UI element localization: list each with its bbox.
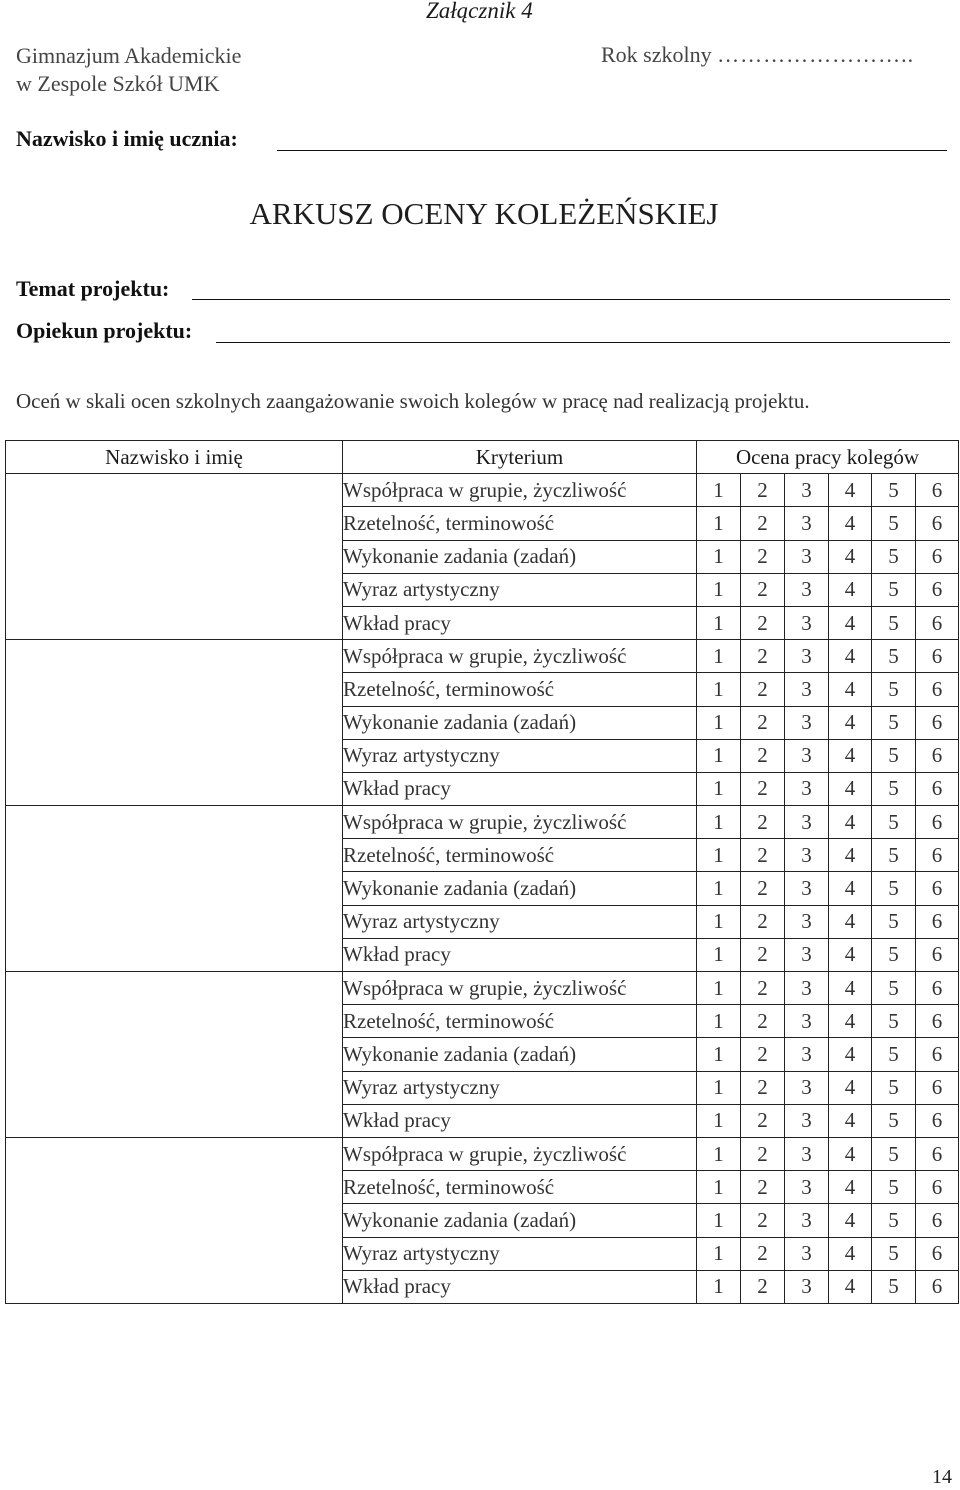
score-option[interactable]: 2 (741, 1071, 785, 1104)
score-option[interactable]: 6 (916, 872, 959, 905)
page-title: ARKUSZ OCENY KOLEŻEŃSKIEJ (249, 196, 719, 231)
score-option[interactable]: 5 (872, 540, 916, 573)
score-option[interactable]: 5 (872, 507, 916, 540)
score-option[interactable]: 5 (872, 772, 916, 805)
score-option[interactable]: 3 (785, 872, 829, 905)
criterion-cell: Wykonanie zadania (zadań) (343, 706, 697, 739)
score-option[interactable]: 2 (741, 772, 785, 805)
score-option[interactable]: 1 (697, 1204, 741, 1237)
score-option[interactable]: 6 (916, 507, 959, 540)
score-option[interactable]: 2 (741, 1171, 785, 1204)
score-option[interactable]: 5 (872, 1038, 916, 1071)
score-option[interactable]: 4 (829, 706, 872, 739)
score-option[interactable]: 3 (785, 673, 829, 706)
score-option[interactable]: 4 (829, 972, 872, 1005)
instruction-text: Oceń w skali ocen szkolnych zaangażowanie swoich kolegów w pracę nad realizacją projektu. (16, 389, 810, 413)
score-option[interactable]: 3 (785, 540, 829, 573)
score-option[interactable]: 3 (785, 1237, 829, 1270)
student-name-cell[interactable] (6, 1137, 343, 1303)
score-option[interactable]: 1 (697, 1038, 741, 1071)
score-option[interactable]: 4 (829, 1171, 872, 1204)
project-topic-label: Temat projektu: (16, 276, 170, 301)
score-option[interactable]: 6 (916, 938, 959, 971)
score-option[interactable]: 1 (697, 806, 741, 839)
score-option[interactable]: 5 (872, 1071, 916, 1104)
score-option[interactable]: 1 (697, 640, 741, 673)
score-option[interactable]: 3 (785, 1137, 829, 1170)
score-option[interactable]: 5 (872, 673, 916, 706)
score-option[interactable]: 6 (916, 673, 959, 706)
student-name-cell[interactable] (6, 806, 343, 972)
score-option[interactable]: 1 (697, 673, 741, 706)
header-criterion: Kryterium (343, 441, 697, 474)
score-option[interactable]: 4 (829, 1005, 872, 1038)
score-option[interactable]: 4 (829, 640, 872, 673)
score-option[interactable]: 4 (829, 1270, 872, 1303)
score-option[interactable]: 2 (741, 905, 785, 938)
score-option[interactable]: 2 (741, 872, 785, 905)
score-option[interactable]: 5 (872, 839, 916, 872)
criterion-cell: Wkład pracy (343, 772, 697, 805)
score-option[interactable]: 3 (785, 1038, 829, 1071)
score-option[interactable]: 6 (916, 1137, 959, 1170)
student-name-cell[interactable] (6, 972, 343, 1138)
student-name-field[interactable] (277, 150, 947, 151)
score-option[interactable]: 5 (872, 1270, 916, 1303)
table-row (6, 1137, 959, 1170)
score-option[interactable]: 5 (872, 872, 916, 905)
criterion-cell: Współpraca w grupie, życzliwość (343, 806, 697, 839)
score-option[interactable]: 6 (916, 772, 959, 805)
score-option[interactable]: 5 (872, 739, 916, 772)
score-option[interactable]: 1 (697, 1270, 741, 1303)
score-option[interactable]: 6 (916, 1270, 959, 1303)
score-option[interactable]: 5 (872, 1237, 916, 1270)
criterion-cell: Rzetelność, terminowość (343, 507, 697, 540)
criterion-cell: Współpraca w grupie, życzliwość (343, 474, 697, 507)
score-option[interactable]: 6 (916, 1038, 959, 1071)
criterion-cell: Wyraz artystyczny (343, 1071, 697, 1104)
score-option[interactable]: 1 (697, 540, 741, 573)
score-option[interactable]: 2 (741, 1038, 785, 1071)
school-year-label: Rok szkolny (601, 42, 712, 67)
score-option[interactable]: 2 (741, 1005, 785, 1038)
score-option[interactable]: 4 (829, 872, 872, 905)
score-option[interactable]: 1 (697, 706, 741, 739)
score-option[interactable]: 2 (741, 1204, 785, 1237)
criterion-cell: Wkład pracy (343, 606, 697, 639)
score-option[interactable]: 5 (872, 573, 916, 606)
score-option[interactable]: 3 (785, 706, 829, 739)
score-option[interactable]: 6 (916, 1005, 959, 1038)
score-option[interactable]: 1 (697, 772, 741, 805)
score-option[interactable]: 4 (829, 673, 872, 706)
score-option[interactable]: 2 (741, 540, 785, 573)
score-option[interactable]: 1 (697, 1171, 741, 1204)
score-option[interactable]: 1 (697, 1237, 741, 1270)
criterion-cell: Rzetelność, terminowość (343, 673, 697, 706)
score-option[interactable]: 5 (872, 640, 916, 673)
score-option[interactable]: 6 (916, 972, 959, 1005)
score-option[interactable]: 2 (741, 507, 785, 540)
score-option[interactable]: 5 (872, 806, 916, 839)
score-option[interactable]: 3 (785, 474, 829, 507)
score-option[interactable]: 1 (697, 1005, 741, 1038)
criterion-cell: Wkład pracy (343, 1270, 697, 1303)
score-option[interactable]: 3 (785, 905, 829, 938)
score-option[interactable]: 3 (785, 606, 829, 639)
score-option[interactable]: 2 (741, 1237, 785, 1270)
school-name-line2: w Zespole Szkół UMK (16, 71, 220, 96)
score-option[interactable]: 5 (872, 1005, 916, 1038)
score-option[interactable]: 5 (872, 1204, 916, 1237)
score-option[interactable]: 4 (829, 540, 872, 573)
table-row (6, 474, 959, 507)
student-name-cell[interactable] (6, 640, 343, 806)
score-option[interactable]: 4 (829, 507, 872, 540)
score-option[interactable]: 6 (916, 640, 959, 673)
annex-label: Załącznik 4 (426, 0, 533, 23)
score-option[interactable]: 2 (741, 606, 785, 639)
score-option[interactable]: 6 (916, 1237, 959, 1270)
score-option[interactable]: 6 (916, 839, 959, 872)
score-option[interactable]: 4 (829, 839, 872, 872)
score-option[interactable]: 4 (829, 1038, 872, 1071)
score-option[interactable]: 3 (785, 1171, 829, 1204)
score-option[interactable]: 5 (872, 905, 916, 938)
score-option[interactable]: 2 (741, 1104, 785, 1137)
score-option[interactable]: 6 (916, 1104, 959, 1137)
criterion-cell: Współpraca w grupie, życzliwość (343, 640, 697, 673)
score-option[interactable]: 6 (916, 573, 959, 606)
score-option[interactable]: 3 (785, 1071, 829, 1104)
score-option[interactable]: 1 (697, 1071, 741, 1104)
score-option[interactable]: 1 (697, 507, 741, 540)
score-option[interactable]: 4 (829, 1137, 872, 1170)
score-option[interactable]: 3 (785, 1005, 829, 1038)
score-option[interactable]: 3 (785, 839, 829, 872)
project-supervisor-label: Opiekun projektu: (16, 318, 193, 343)
criterion-cell: Wykonanie zadania (zadań) (343, 540, 697, 573)
score-option[interactable]: 3 (785, 1104, 829, 1137)
score-option[interactable]: 5 (872, 474, 916, 507)
criterion-cell: Rzetelność, terminowość (343, 1171, 697, 1204)
score-option[interactable]: 2 (741, 474, 785, 507)
score-option[interactable]: 4 (829, 1071, 872, 1104)
score-option[interactable]: 3 (785, 972, 829, 1005)
score-option[interactable]: 3 (785, 938, 829, 971)
header-rating: Ocena pracy kolegów (697, 441, 959, 474)
score-option[interactable]: 2 (741, 1137, 785, 1170)
score-option[interactable]: 2 (741, 739, 785, 772)
score-option[interactable]: 4 (829, 806, 872, 839)
score-option[interactable]: 5 (872, 972, 916, 1005)
score-option[interactable]: 2 (741, 1270, 785, 1303)
table-row (6, 640, 959, 673)
criterion-cell: Wyraz artystyczny (343, 1237, 697, 1270)
score-option[interactable]: 6 (916, 806, 959, 839)
score-option[interactable]: 4 (829, 474, 872, 507)
criterion-cell: Wyraz artystyczny (343, 573, 697, 606)
criterion-cell: Rzetelność, terminowość (343, 839, 697, 872)
page-number: 14 (932, 1466, 952, 1488)
score-option[interactable]: 2 (741, 673, 785, 706)
score-option[interactable]: 4 (829, 905, 872, 938)
score-option[interactable]: 4 (829, 938, 872, 971)
header-name: Nazwisko i imię (6, 441, 343, 474)
criterion-cell: Wykonanie zadania (zadań) (343, 872, 697, 905)
score-option[interactable]: 1 (697, 1137, 741, 1170)
score-option[interactable]: 5 (872, 606, 916, 639)
score-option[interactable]: 1 (697, 573, 741, 606)
score-option[interactable]: 5 (872, 1171, 916, 1204)
score-option[interactable]: 6 (916, 474, 959, 507)
table-row (6, 806, 959, 839)
score-option[interactable]: 5 (872, 1104, 916, 1137)
student-name-cell[interactable] (6, 474, 343, 640)
score-option[interactable]: 3 (785, 806, 829, 839)
score-option[interactable]: 1 (697, 872, 741, 905)
score-option[interactable]: 4 (829, 606, 872, 639)
score-option[interactable]: 4 (829, 573, 872, 606)
score-option[interactable]: 6 (916, 606, 959, 639)
score-option[interactable]: 4 (829, 739, 872, 772)
score-option[interactable]: 2 (741, 839, 785, 872)
score-option[interactable]: 4 (829, 1237, 872, 1270)
score-option[interactable]: 3 (785, 1270, 829, 1303)
score-option[interactable]: 3 (785, 507, 829, 540)
score-option[interactable]: 3 (785, 640, 829, 673)
score-option[interactable]: 6 (916, 1204, 959, 1237)
score-option[interactable]: 2 (741, 938, 785, 971)
score-option[interactable]: 1 (697, 905, 741, 938)
score-option[interactable]: 2 (741, 640, 785, 673)
table-header-row (6, 441, 959, 474)
score-option[interactable]: 6 (916, 706, 959, 739)
score-option[interactable]: 6 (916, 1071, 959, 1104)
score-option[interactable]: 1 (697, 606, 741, 639)
criterion-cell: Współpraca w grupie, życzliwość (343, 972, 697, 1005)
score-option[interactable]: 2 (741, 573, 785, 606)
score-option[interactable]: 4 (829, 1204, 872, 1237)
project-supervisor-field[interactable] (216, 342, 950, 343)
score-option[interactable]: 1 (697, 1104, 741, 1137)
score-option[interactable]: 1 (697, 739, 741, 772)
student-name-label: Nazwisko i imię ucznia: (16, 126, 238, 151)
criterion-cell: Rzetelność, terminowość (343, 1005, 697, 1038)
score-option[interactable]: 5 (872, 1137, 916, 1170)
score-option[interactable]: 5 (872, 706, 916, 739)
score-option[interactable]: 3 (785, 573, 829, 606)
project-topic-field[interactable] (192, 299, 950, 300)
score-option[interactable]: 3 (785, 772, 829, 805)
criterion-cell: Wkład pracy (343, 1104, 697, 1137)
school-year-field[interactable]: …………………….. (717, 42, 915, 67)
criterion-cell: Wyraz artystyczny (343, 905, 697, 938)
score-option[interactable]: 6 (916, 739, 959, 772)
score-option[interactable]: 1 (697, 474, 741, 507)
score-option[interactable]: 3 (785, 1204, 829, 1237)
score-option[interactable]: 1 (697, 839, 741, 872)
score-option[interactable]: 6 (916, 905, 959, 938)
score-option[interactable]: 3 (785, 739, 829, 772)
criterion-cell: Wyraz artystyczny (343, 739, 697, 772)
score-option[interactable]: 6 (916, 540, 959, 573)
score-option[interactable]: 6 (916, 1171, 959, 1204)
score-option[interactable]: 5 (872, 938, 916, 971)
table-row (6, 972, 959, 1005)
score-option[interactable]: 1 (697, 972, 741, 1005)
criterion-cell: Wkład pracy (343, 938, 697, 971)
peer-assessment-table (5, 440, 959, 1304)
criterion-cell: Wykonanie zadania (zadań) (343, 1204, 697, 1237)
score-option[interactable]: 4 (829, 1104, 872, 1137)
school-year (601, 42, 914, 68)
score-option[interactable]: 2 (741, 972, 785, 1005)
score-option[interactable]: 1 (697, 938, 741, 971)
criterion-cell: Współpraca w grupie, życzliwość (343, 1137, 697, 1170)
score-option[interactable]: 4 (829, 772, 872, 805)
school-name-line1: Gimnazjum Akademickie (16, 43, 242, 68)
score-option[interactable]: 2 (741, 706, 785, 739)
criterion-cell: Wykonanie zadania (zadań) (343, 1038, 697, 1071)
score-option[interactable]: 2 (741, 806, 785, 839)
